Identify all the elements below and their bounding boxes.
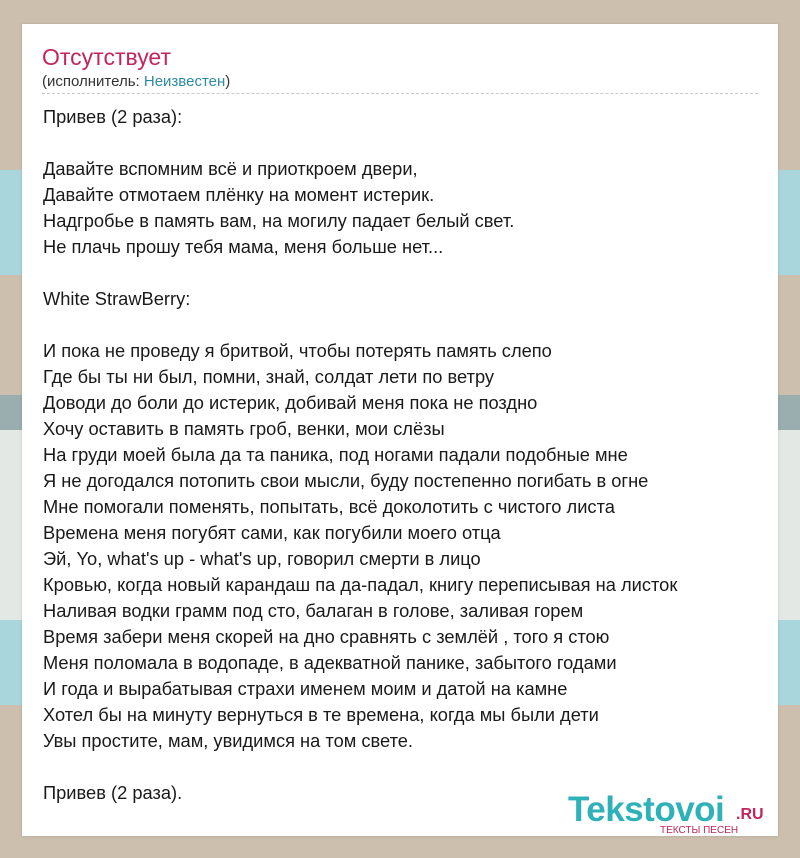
performer-link[interactable]: Неизвестен xyxy=(143,73,226,90)
lyrics-line: На груди моей была да та паника, под ногами падали подобные мне xyxy=(43,444,628,465)
performer-prefix: (исполнитель: xyxy=(42,73,144,90)
lyrics-line xyxy=(43,754,769,780)
lyrics-line: Меня поломала в водопаде, в адекватной панике, забытого годами xyxy=(43,652,617,673)
lyrics-line: Мне помогали поменять, попытать, всё доколотить с чистого листа xyxy=(43,496,615,517)
lyrics-line: Хотел бы на минуту вернуться в те времена, когда мы были дети xyxy=(43,704,599,725)
lyrics-line: Давайте вспомним всё и приоткроем двери, xyxy=(43,158,418,179)
lyrics-line: Где бы ты ни был, помни, знай, солдат лети по ветру xyxy=(43,366,495,387)
lyrics-line xyxy=(43,260,769,286)
lyrics-line: Не плачь прошу тебя мама, меня больше нет... xyxy=(43,236,444,257)
lyrics-line xyxy=(43,130,769,156)
lyrics-line: Доводи до боли до истерик, добивай меня пока не поздно xyxy=(43,392,538,413)
lyrics-line: Привев (2 раза): xyxy=(43,106,183,127)
lyrics-line xyxy=(43,312,769,338)
lyrics-line: Привев (2 раза). xyxy=(43,782,183,803)
page-title: Отсутствует xyxy=(42,44,171,70)
lyrics-line: Времена меня погубят сами, как погубили моего отца xyxy=(43,522,501,543)
lyrics-text xyxy=(43,104,769,806)
lyrics-line: Кровью, когда новый карандаш па да-падал, книгу переписывая на листок xyxy=(43,574,678,595)
performer-line xyxy=(42,73,230,91)
lyrics-line: White StrawBerry: xyxy=(43,288,191,309)
lyrics-line: Я не догодался потопить свои мысли, буду постепенно погибать в огне xyxy=(43,470,649,491)
logo-tagline: ТЕКСТЫ ПЕСЕН xyxy=(660,825,739,836)
lyrics-line: Давайте отмотаем плёнку на момент истерик. xyxy=(43,184,435,205)
lyrics-line: Надгробье в память вам, на могилу падает белый свет. xyxy=(43,210,515,231)
lyrics-line: Время забери меня скорей на дно сравнять с землёй , того я стою xyxy=(43,626,610,647)
performer-suffix: ) xyxy=(225,73,231,90)
lyrics-line: Наливая водки грамм под сто, балаган в голове, заливая горем xyxy=(43,600,584,621)
site-logo[interactable] xyxy=(568,792,776,836)
title-divider xyxy=(42,93,758,94)
lyrics-line: И пока не проведу я бритвой, чтобы потерять память слепо xyxy=(43,340,552,361)
lyrics-line: Эй, Yo, what's up - what's up, говорил смерти в лицо xyxy=(43,548,481,569)
lyrics-line: Хочу оставить в память гроб, венки, мои слёзы xyxy=(43,418,445,439)
lyrics-line: И года и вырабатывая страхи именем моим и датой на камне xyxy=(43,678,568,699)
logo-domain: .RU xyxy=(736,806,764,823)
logo-name: Tekstovoi xyxy=(568,790,725,829)
lyrics-card xyxy=(22,24,778,836)
lyrics-line: Увы простите, мам, увидимся на том свете. xyxy=(43,730,414,751)
